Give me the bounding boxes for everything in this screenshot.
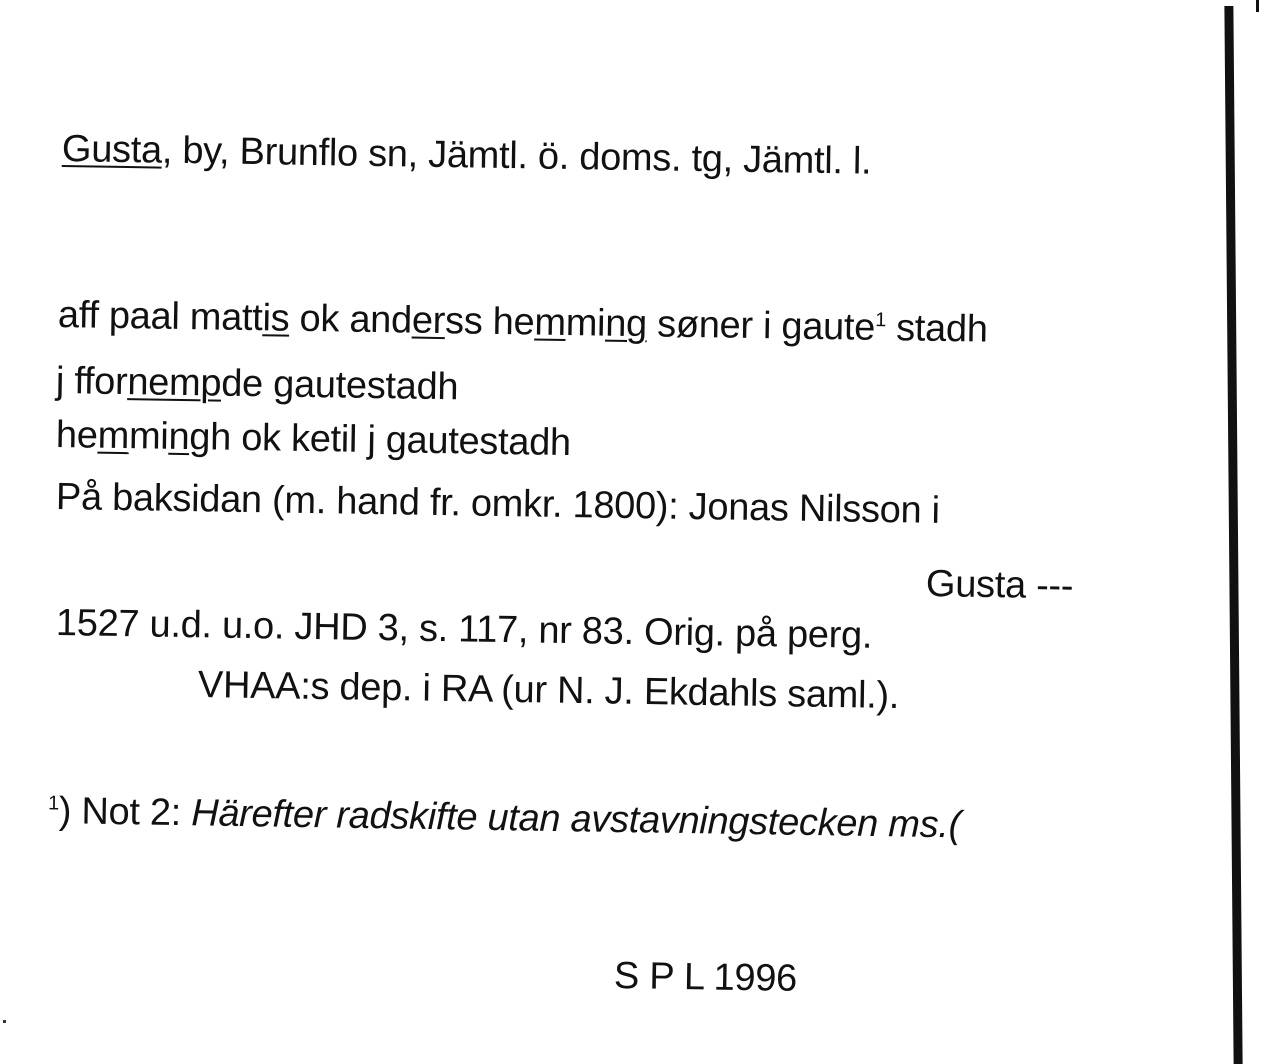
place-name: Gusta <box>61 128 163 172</box>
source-line-1: 1527 u.d. u.o. JHD 3, s. 117, nr 83. Orig. på perg. <box>55 602 873 657</box>
text-segment: ok and <box>289 297 413 342</box>
text-segment: j ffor <box>55 360 128 404</box>
expanded-abbreviation: nemp <box>127 361 222 405</box>
text-segment: stadh <box>885 307 988 351</box>
text-segment: ss he <box>444 300 535 344</box>
scan-speck <box>3 1020 6 1023</box>
card-header <box>62 130 872 181</box>
expanded-abbreviation: m <box>97 414 130 458</box>
scan-edge-mark <box>1256 0 1259 12</box>
text-segment: he <box>55 414 98 457</box>
card-edge-line <box>1224 6 1242 1064</box>
signature: S P L 1996 <box>613 955 798 1000</box>
text-segment: mi <box>128 415 169 458</box>
text-segment: søner i gaute <box>646 303 876 349</box>
footnote-marker: 1 <box>47 792 60 815</box>
expanded-abbreviation: is <box>262 297 290 340</box>
transcript-line-1 <box>58 296 988 349</box>
transcript-line-4: På baksidan (m. hand fr. omkr. 1800): Jonas Nilsson i <box>55 476 941 532</box>
text-segment: de gautestadh <box>220 362 459 409</box>
expanded-abbreviation: ng <box>604 302 648 346</box>
text-segment: aff paal matt <box>57 294 263 340</box>
expanded-abbreviation: m <box>534 301 567 344</box>
footnote-label: ) Not 2: <box>58 790 192 835</box>
transcript-line-2 <box>55 360 459 409</box>
footnote-text: Härefter radskifte utan avstavningstecken ms.( <box>190 792 962 847</box>
expanded-abbreviation: n <box>168 415 190 459</box>
transcript-line-5: Gusta --- <box>925 563 1074 608</box>
text-segment: mi <box>565 301 606 345</box>
expanded-abbreviation: er <box>411 299 446 343</box>
source-line-2: VHAA:s dep. i RA (ur N. J. Ekdahls saml.). <box>197 664 900 718</box>
place-description: , by, Brunflo sn, Jämtl. ö. doms. tg, Jämtl. l. <box>161 129 872 183</box>
footnote-reference: 1 <box>875 309 887 332</box>
footnote <box>47 790 962 847</box>
transcript-line-3 <box>55 414 572 465</box>
text-segment: gh ok ketil j gautestadh <box>189 416 572 465</box>
